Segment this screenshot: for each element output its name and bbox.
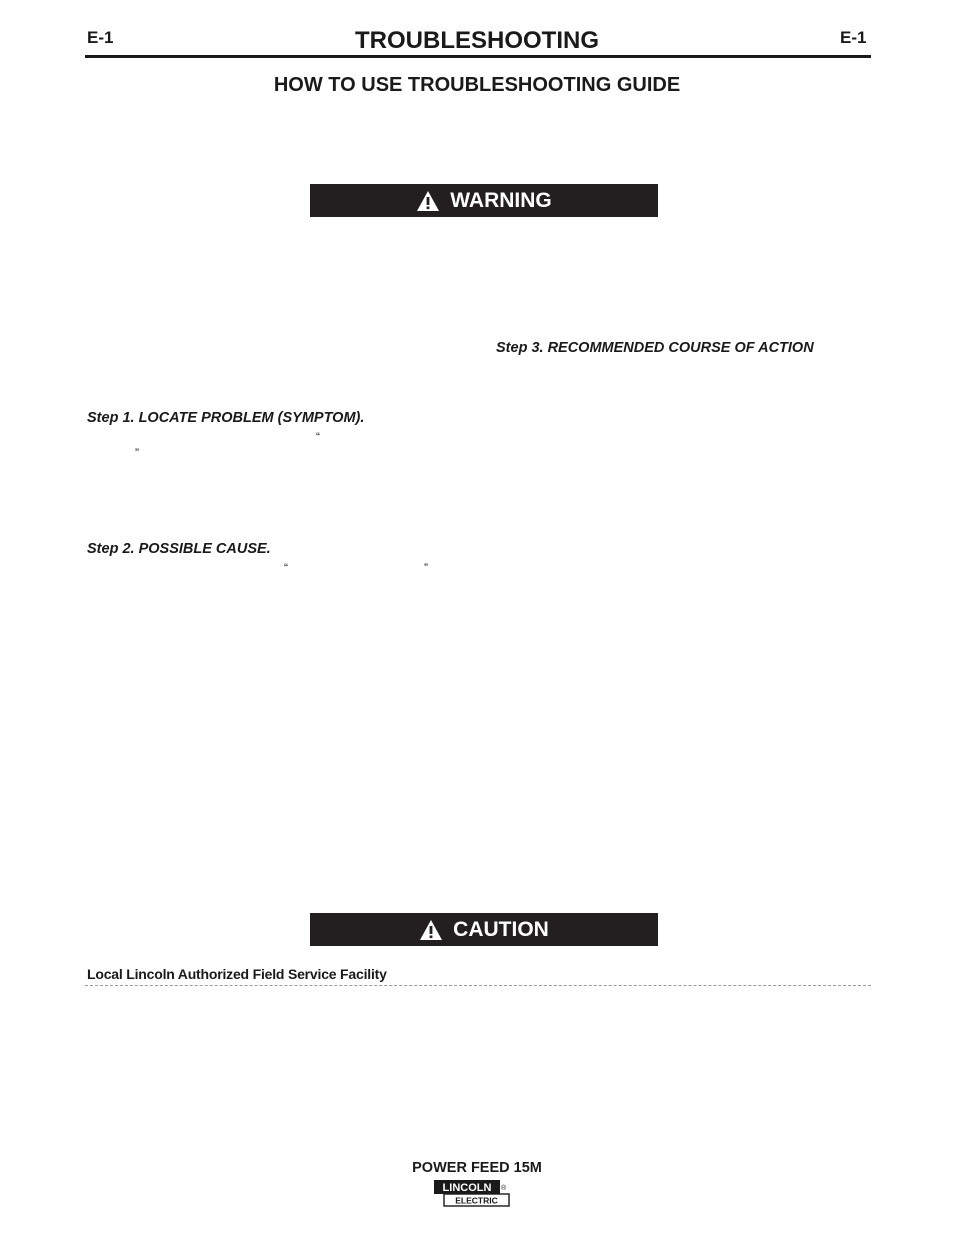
dashed-divider (85, 985, 871, 986)
field-service-facility-note: Local Lincoln Authorized Field Service Facility (87, 966, 387, 982)
model-name: POWER FEED 15M (412, 1160, 542, 1176)
logo-top-text: LINCOLN (442, 1182, 492, 1194)
step-2-heading: Step 2. POSSIBLE CAUSE. (87, 541, 271, 557)
close-quote: ” (424, 561, 428, 575)
page-number-left: E-1 (87, 28, 114, 47)
section-heading: HOW TO USE TROUBLESHOOTING GUIDE (273, 74, 681, 96)
header-rule (85, 55, 871, 58)
warning-triangle-icon (416, 190, 440, 212)
caution-label: CAUTION (453, 917, 549, 941)
open-quote: “ (316, 430, 320, 444)
caution-banner (310, 913, 658, 946)
close-quote: ” (135, 446, 139, 460)
step-3-heading: Step 3. RECOMMENDED COURSE OF ACTION (496, 340, 814, 356)
warning-label: WARNING (450, 188, 552, 212)
page-number-right: E-1 (840, 28, 867, 47)
warning-triangle-icon (419, 919, 443, 941)
warning-banner (310, 184, 658, 217)
lincoln-electric-logo (433, 1179, 513, 1209)
page-title: TROUBLESHOOTING (355, 27, 599, 54)
open-quote: “ (284, 561, 288, 575)
step-1-heading: Step 1. LOCATE PROBLEM (SYMPTOM). (87, 410, 365, 426)
logo-registered-mark: ® (501, 1185, 507, 1192)
logo-bottom-text: ELECTRIC (455, 1195, 498, 1206)
